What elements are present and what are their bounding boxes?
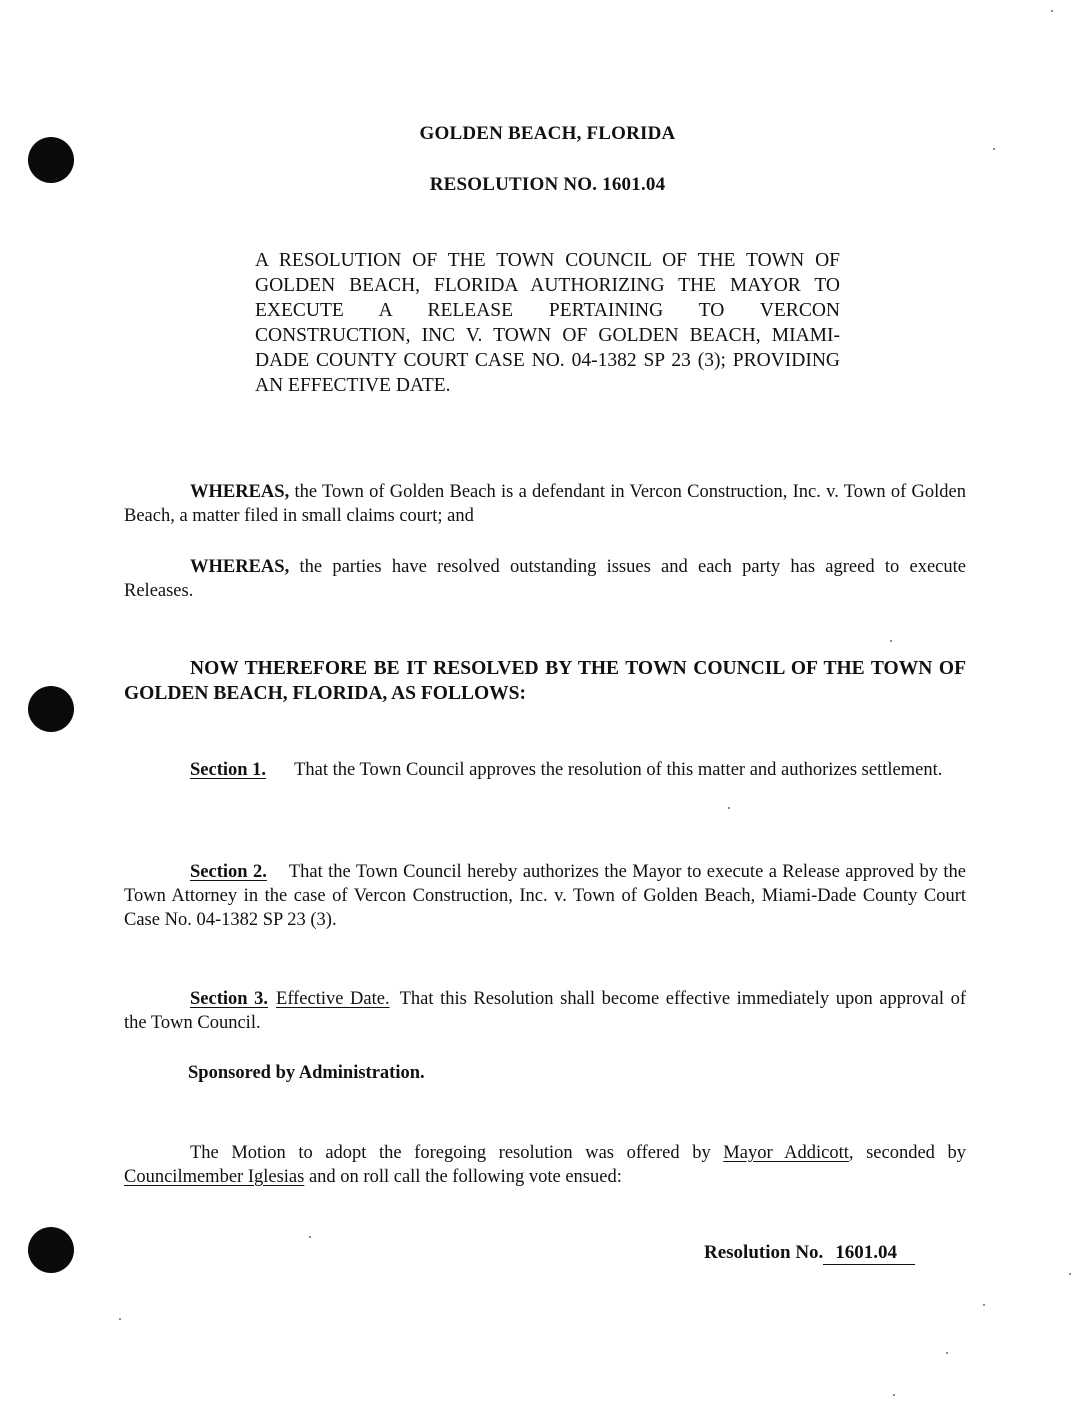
punch-hole-bottom (28, 1227, 74, 1273)
section-3-title: Section 3. (190, 989, 269, 1009)
motion-text-1: The Motion to adopt the foregoing resolution was offered by (190, 1143, 724, 1163)
scan-speck (309, 1236, 311, 1238)
sponsored-line: Sponsored by Administration. (188, 1063, 425, 1083)
whereas-clause-1 (124, 480, 966, 528)
punch-hole-middle (28, 686, 74, 732)
section-3 (124, 987, 966, 1035)
section-2 (124, 860, 966, 932)
whereas-text: the parties have resolved outstanding issues and each party has agreed to execute Releases. (124, 557, 966, 601)
resolution-caption: A RESOLUTION OF THE TOWN COUNCIL OF THE TOWN OF GOLDEN BEACH, FLORIDA AUTHORIZING THE MAYOR TO EXECUTE A RELEASE PERTAINING TO VERCON CONSTRUCTION, INC V. TOWN OF GOLDEN BEACH, MIAMI-DADE COUNTY COURT CASE NO. 04-1382 SP 23 (3); PROVIDING AN EFFECTIVE DATE. (255, 250, 840, 396)
section-3-text: That this Resolution shall become effective immediately upon approval of the Town Council. (124, 989, 967, 1033)
whereas-text: the Town of Golden Beach is a defendant in Vercon Construction, Inc. v. Town of Golden Beach, a matter filed in small claims court; and (124, 482, 966, 526)
scan-speck (993, 148, 995, 150)
section-1-text: That the Town Council approves the resolution of this matter and authorizes settlement. (294, 760, 943, 780)
motion-paragraph (124, 1141, 966, 1189)
resolved-clause: NOW THEREFORE BE IT RESOLVED BY THE TOWN COUNCIL OF THE TOWN OF GOLDEN BEACH, FLORIDA, AS FOLLOWS: (124, 658, 966, 704)
scan-speck (983, 1304, 985, 1306)
whereas-lead: WHEREAS, (190, 557, 290, 577)
town-heading: GOLDEN BEACH, FLORIDA (419, 123, 676, 144)
scan-speck (1069, 1273, 1071, 1275)
motion-text-2: , seconded by (848, 1143, 967, 1163)
resolution-number-heading: RESOLUTION NO. 1601.04 (429, 174, 666, 195)
scan-speck (946, 1352, 948, 1354)
motion-mover: Mayor Addicott (723, 1143, 849, 1163)
scan-speck (728, 807, 730, 809)
section-3-subtitle: Effective Date. (276, 989, 390, 1009)
section-2-title: Section 2. (190, 862, 267, 882)
section-2-text: That the Town Council hereby authorizes the Mayor to execute a Release approved by the Town Attorney in the case of Vercon Construction, Inc. v. Town of Golden Beach, Miami-Dade County Court Case No. 04-1382 SP 23 (3). (124, 862, 966, 930)
footer-label: Resolution No. (704, 1242, 824, 1263)
section-1 (124, 758, 966, 782)
footer-number: 1601.04 (823, 1242, 915, 1265)
motion-text-3: and on roll call the following vote ensued: (304, 1167, 622, 1187)
whereas-clause-2 (124, 555, 966, 603)
scan-speck (119, 1318, 121, 1320)
scan-speck (1051, 10, 1053, 12)
motion-seconder: Councilmember Iglesias (124, 1167, 305, 1187)
section-1-title: Section 1. (190, 760, 267, 780)
whereas-lead: WHEREAS, (190, 482, 290, 502)
scan-speck (890, 640, 892, 642)
footer-resolution-number (704, 1242, 915, 1265)
scan-speck (893, 1394, 895, 1396)
